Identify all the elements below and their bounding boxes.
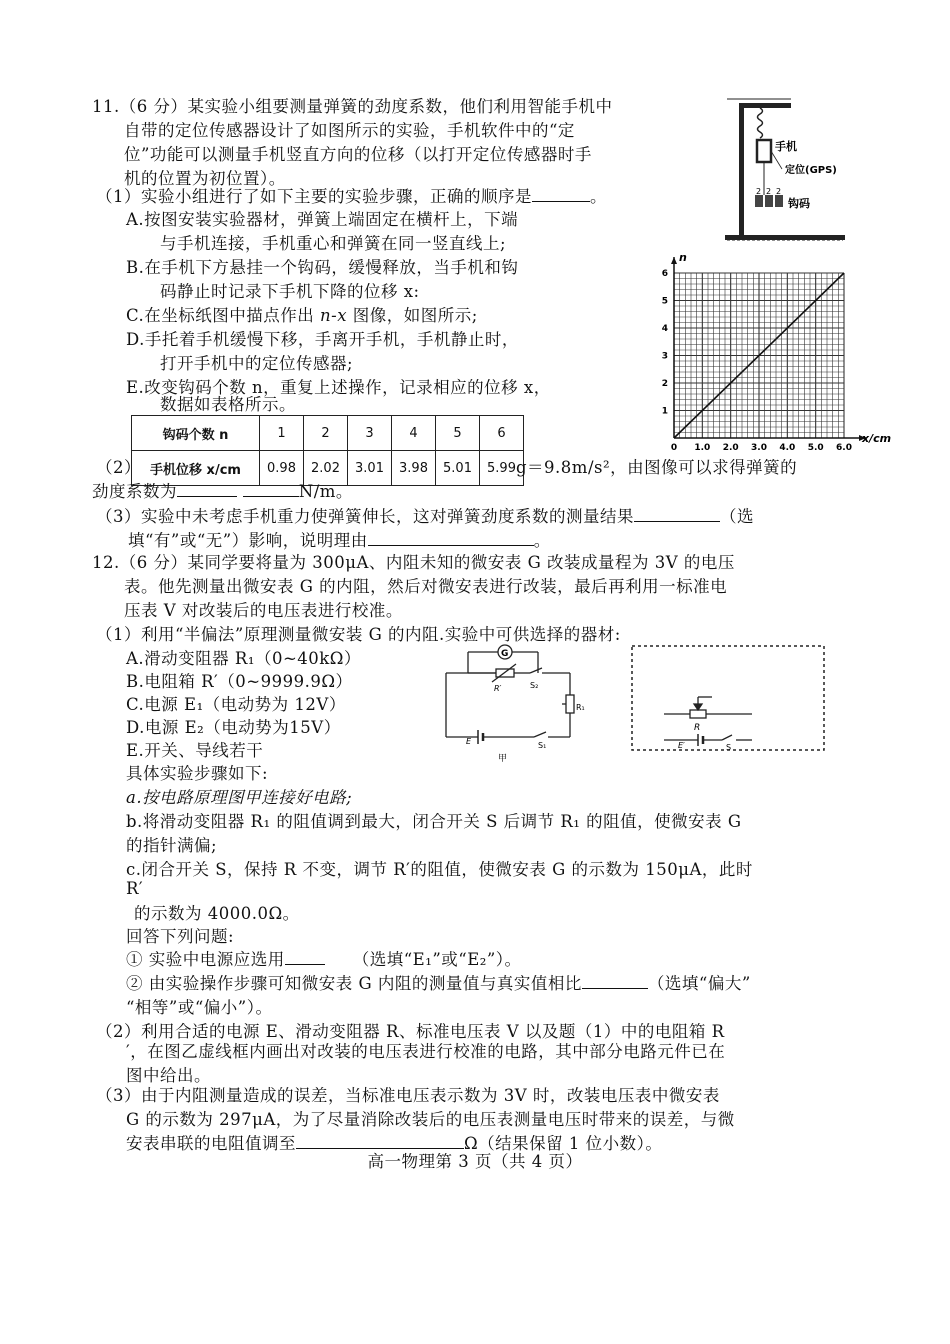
q12-line-3: 压表 V 对改装后的电压表进行校准。 xyxy=(124,601,403,620)
svg-text:2: 2 xyxy=(756,187,762,196)
q11-part1-blank[interactable] xyxy=(532,185,590,202)
q12-answer-title: 回答下列问题: xyxy=(126,927,235,946)
q11-line-4: 机的位置为初位置）。 xyxy=(124,169,286,188)
q12-question-2: ② 由实验操作步骤可知微安表 G 内阻的测量值与真实值相比 （选填“偏大” xyxy=(126,974,751,993)
chart-x-tick-label: 5.0 xyxy=(807,443,824,450)
q12-part3-3: 安表串联的电阻值调至 Ω（结果保留 1 位小数）。 xyxy=(126,1134,663,1153)
q11-step-a-2: 与手机连接，手机重心和弹簧在同一竖直线上; xyxy=(160,234,507,253)
q12-part3-blank[interactable] xyxy=(296,1132,464,1149)
q12-step-b-2: 的指针满偏; xyxy=(126,836,218,855)
q12-step-c-1: c.闭合开关 S，保持 R 不变，调节 R′的阻值，使微安表 G 的示数为 150μA，此时 xyxy=(126,860,753,879)
circuit-diagram-yi xyxy=(628,642,828,754)
label-phone: 手机 xyxy=(775,140,797,153)
chart-x-tick-label: 1.0 xyxy=(694,443,711,450)
q12-line-1: 12.（6 分）某同学要将量为 300μA、内阻未知的微安表 G 改装成量程为 3V 的电压 xyxy=(92,553,735,572)
chart-y-tick-label: 6 xyxy=(661,269,668,279)
q12-part3-2: G 的示数为 297μA，为了尽量消除改装后的电压表测量电压时带来的误差，与微 xyxy=(126,1110,735,1129)
chart-y-tick-label: 5 xyxy=(661,296,668,307)
dashed-frame xyxy=(632,646,824,750)
q12-q1-blank[interactable] xyxy=(285,948,325,965)
q12-q2-blank[interactable] xyxy=(582,972,648,989)
q12-part2-3: 图中给出。 xyxy=(126,1066,211,1085)
q11-part3-blank[interactable] xyxy=(634,505,720,522)
q12-item-b: B.电阻箱 R′（0~9999.9Ω） xyxy=(126,672,353,691)
chart-y-tick-label: 4 xyxy=(661,324,668,334)
label-e: E xyxy=(466,737,472,746)
table-header-n: 钩码个数 n xyxy=(132,416,260,451)
q11-step-b-1: B.在手机下方悬挂一个钩码，缓慢释放，当手机和钩 xyxy=(126,258,519,277)
chart-y-tick-label: 3 xyxy=(661,351,668,362)
table-cell: 5.01 xyxy=(436,451,480,486)
svg-text:2: 2 xyxy=(776,187,782,196)
table-cell: 4 xyxy=(392,416,436,451)
circuit-diagram-jia xyxy=(438,640,598,765)
table-cell: 0.98 xyxy=(260,451,304,486)
chart-y-label: n xyxy=(679,255,687,264)
label-s1: S₁ xyxy=(538,741,547,750)
page-footer: 高一物理第 3 页（共 4 页） xyxy=(367,1152,583,1171)
q12-step-a: a.按电路原理图甲连接好电路; xyxy=(126,788,353,807)
table-row xyxy=(132,416,524,451)
q12-steps-title: 具体实验步骤如下: xyxy=(126,764,269,783)
q11-part2-blank-b[interactable] xyxy=(243,480,299,497)
label-g: G xyxy=(501,649,509,659)
q11-step-e-1: E.改变钩码个数 n，重复上述操作，记录相应的位移 x， xyxy=(126,378,551,397)
q12-part1: （1）利用“半偏法”原理测量微安装 G 的内阻.实验中可供选择的器材: xyxy=(96,625,621,644)
table-cell: 1 xyxy=(260,416,304,451)
q11-part1: （1）实验小组进行了如下主要的实验步骤，正确的顺序是 。 xyxy=(96,187,607,206)
label-gps: 定位(GPS) xyxy=(785,165,837,176)
y-axis-arrow-icon xyxy=(671,257,677,264)
label-weights: 钩码 xyxy=(788,197,810,210)
chart-x-tick-label: 0 xyxy=(670,443,678,450)
chart-y-tick-label: 2 xyxy=(661,379,668,389)
chart-x-tick-label: 3.0 xyxy=(751,443,767,450)
chart-x-tick-label: 6.0 xyxy=(836,443,852,450)
table-header-x: 手机位移 x/cm xyxy=(132,451,260,486)
rheostat-r-icon xyxy=(690,710,706,718)
label-s: S xyxy=(726,743,732,752)
nx-chart xyxy=(655,255,895,450)
q11-line-1: 11.（6 分）某实验小组要测量弹簧的劲度系数，他们利用智能手机中 xyxy=(92,97,613,116)
chart-x-label: x/cm xyxy=(862,432,892,445)
q12-line-2: 表。他先测量出微安表 G 的内阻，然后对微安表进行改装，最后再利用一标准电 xyxy=(124,577,728,596)
q12-question-1: ① 实验中电源应选用 （选填“E₁”或“E₂”）。 xyxy=(126,950,522,969)
q12-item-e: E.开关、导线若干 xyxy=(126,741,264,760)
q11-part3-line2: 填“有”或“无”）影响，说明理由 。 xyxy=(128,531,551,550)
table-cell: 6 xyxy=(480,416,524,451)
q12-step-c-3: 的示数为 4000.0Ω。 xyxy=(134,904,300,923)
q11-step-d-2: 打开手机中的定位传感器; xyxy=(160,354,354,373)
label-r: R xyxy=(694,723,701,733)
q11-step-e-2: 数据如表格所示。 xyxy=(160,395,296,414)
q12-item-d: D.电源 E₂（电动势为15V） xyxy=(126,718,341,737)
q12-question-2-line2: “相等”或“偏小”）。 xyxy=(126,998,273,1017)
table-cell: 3.98 xyxy=(392,451,436,486)
q11-part2-blank-a[interactable] xyxy=(177,480,237,497)
q11-line-3: 位”功能可以测量手机竖直方向的位移（以打开定位传感器时手 xyxy=(124,145,592,164)
rheostat-icon xyxy=(566,695,574,713)
q11-step-d-1: D.手托着手机缓慢下移，手离开手机，手机静止时， xyxy=(126,330,519,349)
q12-item-a: A.滑动变阻器 R₁（0~40kΩ） xyxy=(126,649,361,668)
q11-part2-start: （2） xyxy=(96,458,141,477)
q12-step-c-2: R′ xyxy=(126,879,144,898)
q11-step-b-2: 码静止时记录下手机下降的位移 x: xyxy=(160,282,420,301)
q11-line-2: 自带的定位传感器设计了如图所示的实验，手机软件中的“定 xyxy=(124,121,575,140)
q11-part3: （3）实验中未考虑手机重力使弹簧伸长，这对弹簧劲度系数的测量结果 （选 xyxy=(96,507,754,526)
q11-part3-reason-blank[interactable] xyxy=(368,529,534,546)
q12-part2-1: （2）利用合适的电源 E、滑动变阻器 R、标准电压表 V 以及题（1）中的电阻箱 R xyxy=(96,1022,725,1041)
table-cell: 5.99 xyxy=(480,451,524,486)
q12-item-c: C.电源 E₁（电动势为 12V） xyxy=(126,695,346,714)
svg-text:2: 2 xyxy=(766,187,772,196)
q11-step-a-1: A.按图安装实验器材，弹簧上端固定在横杆上，下端 xyxy=(126,210,519,229)
q12-step-b-1: b.将滑动变阻器 R₁ 的阻值调到最大，闭合开关 S 后调节 R₁ 的阻值，使微安表 G xyxy=(126,812,742,831)
q12-part2-2: ′，在图乙虚线框内画出对改装的电压表进行校准的电路，其中部分电路元件已在 xyxy=(126,1042,726,1061)
q11-data-table xyxy=(131,415,524,486)
q11-part2-mid: g＝9.8m/s²，由图像可以求得弹簧的 xyxy=(516,458,798,477)
label-e-prime: E′ xyxy=(678,741,685,750)
table-cell: 3 xyxy=(348,416,392,451)
table-cell: 2 xyxy=(304,416,348,451)
chart-x-tick-label: 4.0 xyxy=(779,443,796,450)
label-r1: R₁ xyxy=(576,703,585,712)
q11-part2-line2: 劲度系数为 N/m。 xyxy=(92,482,353,501)
label-caption-jia: 甲 xyxy=(498,754,508,764)
q11-step-c: C.在坐标纸图中描点作出 n-x 图像，如图所示; xyxy=(126,306,478,325)
table-cell: 5 xyxy=(436,416,480,451)
chart-x-tick-label: 2.0 xyxy=(722,443,739,450)
label-r-prime: R′ xyxy=(494,684,502,693)
chart-y-tick-label: 1 xyxy=(661,406,668,417)
apparatus-figure xyxy=(725,95,850,245)
table-cell: 3.01 xyxy=(348,451,392,486)
table-cell: 2.02 xyxy=(304,451,348,486)
label-s2: S₂ xyxy=(530,681,539,690)
q12-part3-1: （3）由于内阻测量造成的误差，当标准电压表示数为 3V 时，改装电压表中微安表 xyxy=(96,1086,720,1105)
